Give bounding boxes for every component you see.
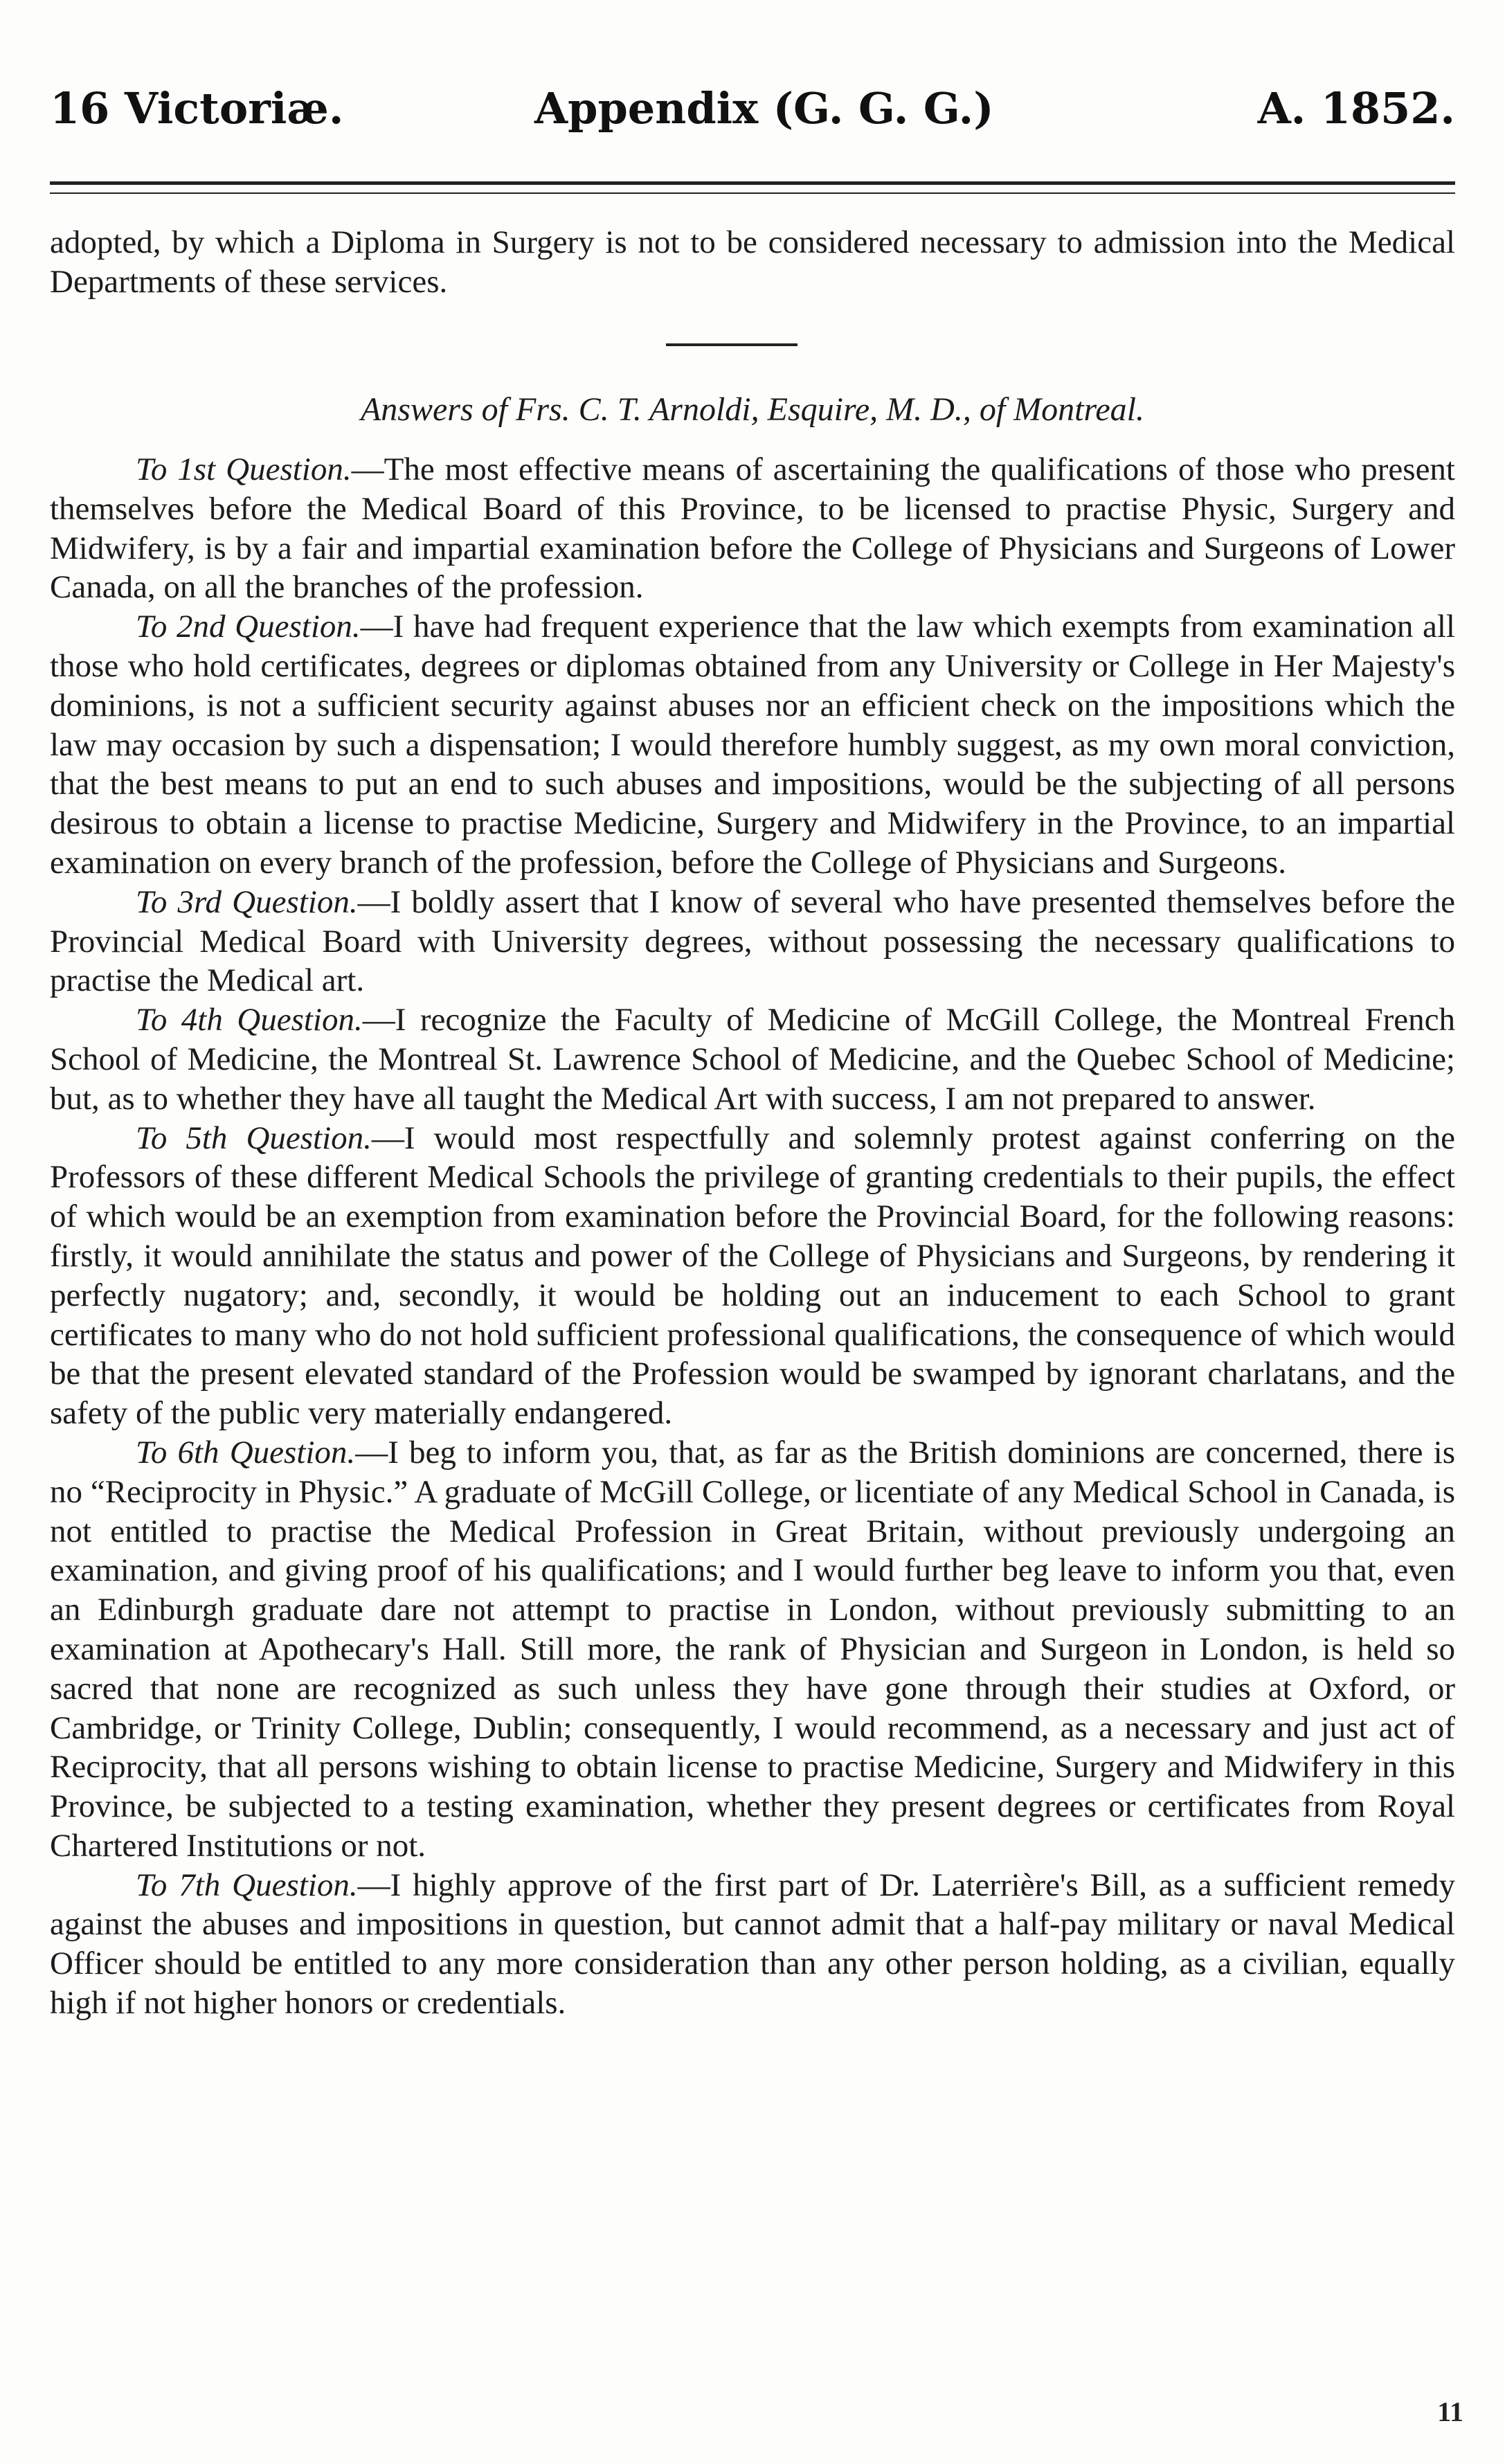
- answer-paragraph-4: [50, 1000, 1455, 1118]
- question-label: To 2nd Question.: [136, 609, 361, 645]
- answer-text: —I beg to inform you, that, as far as the British dominions are concerned, there is no “Reciprocity in Physic.” A graduate of McGill College, or licentiate of any Medical School in Canada, is not entitled to practise the Medical Profession in Great Britain, without previously undergoing an examination, and giving proof of his qualifications; and I would further beg leave to inform you that, even an Edinburgh graduate dare not attempt to practise in London, without previously submitting to an examination at Apothecary's Hall. Still more, the rank of Physician and Surgeon in London, is held so sacred that none are recognized as such unless they have gone through their studies at Oxford, or Cambridge, or Trinity College, Dublin; consequently, I would recommend, as a necessary and just act of Reciprocity, that all persons wishing to obtain license to practise Medicine, Surgery and Midwifery in this Province, be subjected to a testing examination, whether they present degrees or certificates from Royal Chartered Institutions or not.: [50, 1434, 1456, 1864]
- header-rule-thin: [50, 192, 1455, 194]
- answer-text: —I boldly assert that I know of several who have presented themselves before the Provincial Medical Board with University degrees, without possessing the necessary qualifications to practise the Medical art.: [50, 883, 1455, 999]
- signature-mark: 11: [1437, 2396, 1463, 2427]
- question-label: To 4th Question.: [136, 1002, 363, 1038]
- answer-text: —I recognize the Faculty of Medicine of McGill College, the Montreal French School of Medicine, the Montreal St. Lawrence School of Medicine, and the Quebec School of Medicine; but, as to whether they have all taught the Medical Art with success, I am not prepared to answer.: [50, 1002, 1455, 1117]
- answer-paragraph-3: [50, 883, 1455, 1000]
- question-label: To 6th Question.: [136, 1434, 356, 1471]
- intro-paragraph-block: [50, 223, 1455, 302]
- answer-text: —I have had frequent experience that the law which exempts from examination all those who hold certificates, degrees or diplomas obtained from any University or College in Her Majesty's dominions, is not a sufficient security against abuses nor an efficient check on the impositions which the law may occasion by such a dispensation; I would therefore humbly suggest, as my own moral conviction, that the best means to put an end to such abuses and impositions, would be the subjecting of all persons desirous to obtain a license to practise Medicine, Surgery and Midwifery in the Province, to an impartial examination on every branch of the profession, before the College of Physicians and Surgeons.: [50, 609, 1455, 881]
- answers-body: [50, 450, 1455, 2023]
- answer-text: —I would most respectfully and solemnly protest against conferring on the Professors of these different Medical Schools the privilege of granting credentials to their pupils, the effect of which would be an exemption from examination before the Provincial Board, for the following reasons: firstly, it would annihilate the status and power of the College of Physicians and Surgeons, by rendering it perfectly nugatory; and, secondly, it would be holding out an inducement to each School to grant certificates to many who do not hold sufficient professional qualifications, the consequence of which would be that the present elevated standard of the Profession would be swamped by ignorant charlatans, and the safety of the public very materially endangered.: [50, 1119, 1456, 1432]
- answer-text: —I highly approve of the first part of Dr. Laterrière's Bill, as a sufficient remedy against the abuses and impositions in question, but cannot admit that a half-pay military or naval Medical Officer should be entitled to any more consideration than any other person holding, as a civilian, equally high if not higher honors or credentials.: [50, 1867, 1456, 2022]
- answer-text: —The most effective means of ascertaining the qualifications of those who present themselves before the Medical Board of this Province, to be licensed to practise Physic, Surgery and Midwifery, is by a fair and impartial examination before the College of Physicians and Surgeons of Lower Canada, on all the branches of the profession.: [50, 451, 1455, 606]
- question-label: To 7th Question.: [136, 1867, 358, 1903]
- answers-heading: Answers of Frs. C. T. Arnoldi, Esquire, M. D., of Montreal.: [360, 391, 1145, 428]
- question-label: To 1st Question.: [136, 451, 352, 487]
- question-label: To 3rd Question.: [136, 883, 358, 920]
- header-year: A. 1852.: [1257, 83, 1455, 134]
- answer-paragraph-7: [50, 1866, 1455, 2023]
- header-rule-thick: [50, 181, 1455, 185]
- answer-paragraph-5: [50, 1119, 1455, 1433]
- header-appendix: Appendix (G. G. G.): [534, 83, 994, 134]
- intro-paragraph: adopted, by which a Diploma in Surgery is not to be considered necessary to admission into the Medical Departments of these services.: [50, 224, 1455, 300]
- answer-paragraph-6: [50, 1433, 1455, 1866]
- answer-paragraph-2: [50, 607, 1455, 883]
- section-divider: [666, 343, 797, 346]
- question-label: To 5th Question.: [136, 1119, 372, 1156]
- header-session: 16 Victoriæ.: [50, 83, 344, 134]
- answer-paragraph-1: [50, 450, 1455, 607]
- running-header: [50, 78, 1455, 140]
